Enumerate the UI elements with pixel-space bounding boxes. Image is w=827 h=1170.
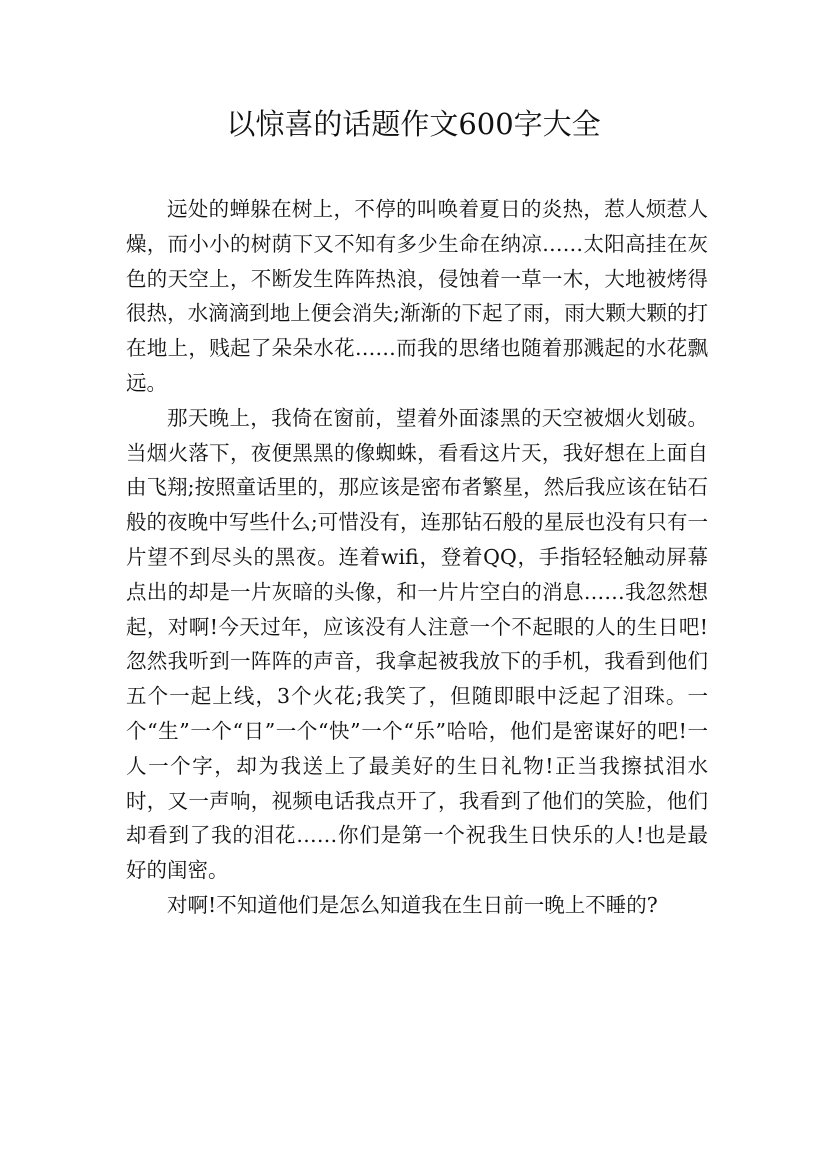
paragraph-2: 那天晚上，我倚在窗前，望着外面漆黑的天空被烟火划破。当烟火落下，夜便黑黑的像蜘蛛，看看这片天，我好想在上面自由飞翔;按照童话里的，那应该是密布者繁星，然后我应该在钻石般的夜晚中写些什么;可惜没有，连那钻石般的星辰也没有只有一片望不到尽头的黑夜。连着wifi，登着QQ，手指轻轻触动屏幕点出的却是一片灰暗的头像，和一片片空白的消息……我忽然想起，对啊!今天过年，应该没有人注意一个不起眼的人的生日吧!忽然我听到一阵阵的声音，我拿起被我放下的手机，我看到他们五个一起上线，3个火花;我笑了，但随即眼中泛起了泪珠。一个“生”一个“日”一个“快”一个“乐”哈哈，他们是密谋好的吧!一人一个字，却为我送上了最美好的生日礼物!正当我擦拭泪水时，又一声响，视频电话我点开了，我看到了他们的笑脸，他们却看到了我的泪花……你们是第一个祝我生日快乐的人!也是最好的闺密。 [126,405,708,883]
document-body [126,192,708,923]
document-title: 以惊喜的话题作文600字大全 [226,107,601,141]
paragraph-3: 对啊!不知道他们是怎么知道我在生日前一晚上不睡的? [167,892,658,917]
paragraph-1: 远处的蝉躲在树上，不停的叫唤着夏日的炎热，惹人烦惹人燥，而小小的树荫下又不知有多少生命在纳凉……太阳高挂在灰色的天空上，不断发生阵阵热浪，侵蚀着一草一木，大地被烤得很热，水滴滴到地上便会消失;渐渐的下起了雨，雨大颗大颗的打在地上，贱起了朵朵水花……而我的思绪也随着那溅起的水花飘远。 [126,197,708,395]
